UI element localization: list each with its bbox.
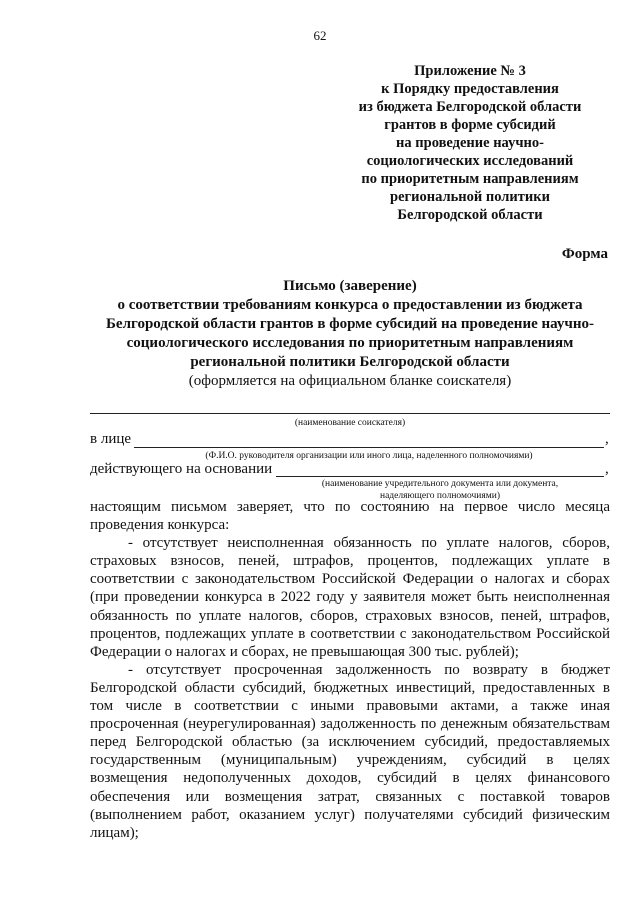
letter-note: (оформляется на официальном бланке соискателя) xyxy=(188,373,512,389)
basis-label: действующего на основании xyxy=(90,461,273,477)
appendix-header xyxy=(345,62,595,224)
basis-caption-line: наделяющего полномочиями) xyxy=(380,491,500,501)
basis-document-line[interactable] xyxy=(276,476,604,477)
letter-title xyxy=(90,277,610,391)
body-item: - отсутствует просроченная задолженность по возврату в бюджет Белгородской области субсидий, бюджетных инвестиций, предоставленных в том числе в соответствии с иными правовыми актами, а также иная просроченная (неурегулированная) задолженность по денежным обязательствам перед Белгородской областью (за исключением субсидий, предоставляемых государственным (муниципальным) учреждениям, субсидий в целях возмещения недополученных доходов, субсидий в целях финансового обеспечения или возмещения затрат, связанных с поставкой товаров (выполнением работ, оказанием услуг) получателями субсидий физическим лицам); xyxy=(90,661,610,841)
letter-subject-line: социологического исследования по приоритетным направлениям xyxy=(126,335,574,351)
appendix-line: социологических исследований xyxy=(366,153,574,169)
body-item: - отсутствует неисполненная обязанность по уплате налогов, сборов, страховых взносов, пеней, штрафов, процентов, подлежащих уплате в соответствии с законодательством Российской Федерации о налогах и сборах (при проведении конкурса в 2022 году у заявителя может быть неисполненная обязанность по уплате налогов, сборов, страховых взносов, пеней, штрафов, процентов, подлежащих уплате в соответствии с законодательством Российской Федерации о налогах и сборах, не превышающая 300 тыс. рублей); xyxy=(90,535,610,660)
appendix-line: региональной политики xyxy=(390,189,550,205)
appendix-line: на проведение научно- xyxy=(396,135,544,151)
person-label: в лице xyxy=(90,431,132,447)
appendix-line: Приложение № 3 xyxy=(414,63,526,79)
appendix-line: по приоритетным направлениям xyxy=(361,171,579,187)
appendix-line: из бюджета Белгородской области xyxy=(358,99,582,115)
comma: , xyxy=(605,431,609,447)
letter-subject-line: о соответствии требованиям конкурса о предоставлении из бюджета xyxy=(117,297,583,313)
comma: , xyxy=(605,461,609,477)
appendix-line: к Порядку предоставления xyxy=(381,81,559,97)
letter-heading: Письмо (заверение) xyxy=(283,278,417,294)
person-caption: (Ф.И.О. руководителя организации или иного лица, наделенного полномочиями) xyxy=(205,451,533,461)
applicant-name-line[interactable] xyxy=(90,413,610,414)
person-name-line[interactable] xyxy=(134,447,604,448)
letter-subject-line: региональной политики Белгородской области xyxy=(190,354,510,370)
basis-caption-line: (наименование учредительного документа или документа, xyxy=(321,479,559,489)
applicant-caption: (наименование соискателя) xyxy=(294,418,406,428)
letter-body xyxy=(90,498,610,842)
page-number: 62 xyxy=(313,28,327,43)
appendix-line: грантов в форме субсидий xyxy=(384,117,556,133)
form-label: Форма xyxy=(561,246,608,262)
letter-subject-line: Белгородской области грантов в форме субсидий на проведение научно- xyxy=(106,316,594,332)
body-intro: настоящим письмом заверяет, что по состоянию на первое число месяца проведения конкурса: xyxy=(90,499,610,534)
appendix-line: Белгородской области xyxy=(397,207,543,223)
